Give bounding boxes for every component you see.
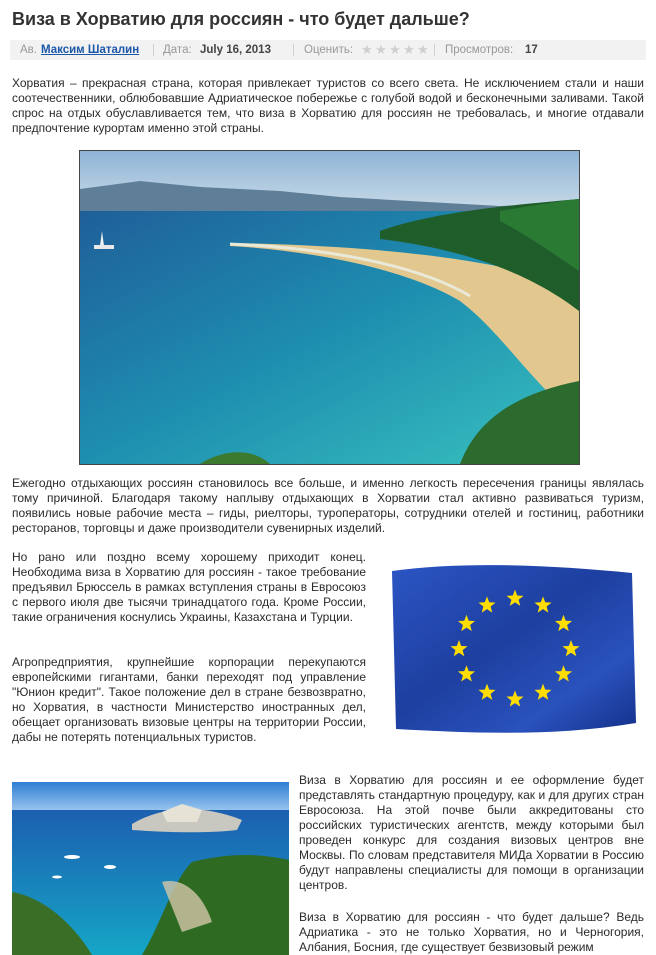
views-label: Просмотров: [445,44,514,56]
meta-divider [293,44,294,56]
meta-divider [434,44,435,56]
beach-photo [79,150,580,465]
star-icon[interactable]: ★ [375,42,387,57]
star-icon[interactable]: ★ [403,42,415,57]
paragraph-intro: Хорватия – прекрасная страна, которая привлекает туристов со всего света. Не исключением стали и наши соотечественники, облюбовавшие Адриатическое побережье с голубой водой и бесконечными заливами. Такой спрос на отдых обуславливается тем, что виза в Хорватию для россиян не требовалась, и многие отдавали предпочтение курортам именно этой страны. [12,76,644,135]
coast-photo [12,782,289,955]
star-icon[interactable]: ★ [417,42,429,57]
article-meta-bar [10,40,646,60]
star-icon[interactable]: ★ [389,42,401,57]
paragraph-whats-next: Виза в Хорватию для россиян - что будет дальше? Ведь Адриатика - это не только Хорватия, но и Черногория, Албания, Босния, где существует безвизовый режим [299,910,644,954]
meta-divider [153,44,154,56]
paragraph-visa-requirement: Но рано или поздно всему хорошему приходит конец. Необходима виза в Хорватию для россиян - такое требование предъявил Брюссель в рамках вступления страны в Евросоюз с первого июля две тысячи тринадцатого года. Кроме России, такие ограничения коснулись Украины, Казахстана и Турции. [12,550,366,624]
rating-label: Оценить: [304,44,354,56]
author-label: Ав. [20,44,37,56]
star-icon[interactable]: ★ [361,42,373,57]
author-link[interactable]: Максим Шаталин [41,44,140,56]
paragraph-tourism: Ежегодно отдыхающих россиян становилось все больше, и именно легкость пересечения границы являлась тому причиной. Благодаря такому наплыву отдыхающих в Хорватии стал активно развиваться туризм, появились новые рабочие места – гиды, риелторы, туроператоры, сотрудники отелей и гостиниц, работники ресторанов, торговцы и даже производители сувенирных изделий. [12,476,644,535]
date-value: July 16, 2013 [200,44,271,56]
paragraph-procedure: Виза в Хорватию для россиян и ее оформление будет представлять стандартную процедуру, как и для других стран Евросоюза. На этой почве были аккредитованы сто российских туристических агентств, между которыми был проведен конкурс для создания визовых центров вне Москвы. По словам представителя МИДа Хорватии в Россию будут направлены специалисты для помощи в организации центров. [299,773,644,892]
eu-flag [382,553,644,743]
views-value: 17 [525,44,538,56]
article-title: Виза в Хорватию для россиян - что будет дальше? [12,9,470,29]
date-label: Дата: [163,44,192,56]
paragraph-corporations: Агропредприятия, крупнейшие корпорации перекупаются европейскими гигантами, банки переходят под управление "Юнион кредит". Такое положение дел в стране безвозвратно, но Хорватия, в частности Министерство иностранных дел, обещает организовать визовые центры на территории России, дабы не потерять потенциальных туристов. [12,655,366,744]
